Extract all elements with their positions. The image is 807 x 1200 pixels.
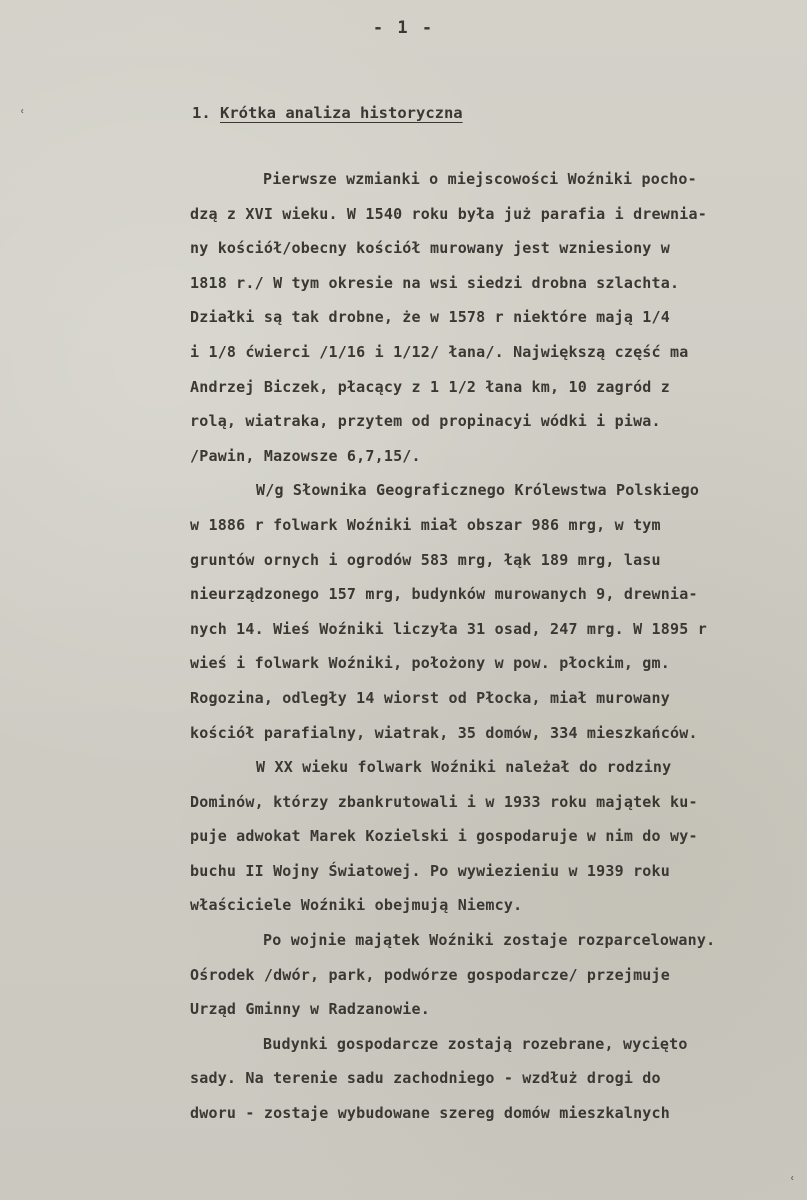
text-line: Rogozina, odległy 14 wiorst od Płocka, miał murowany (190, 688, 670, 707)
text-line: Dominów, którzy zbankrutowali i w 1933 roku majątek ku- (190, 792, 698, 811)
text-line: właściciele Woźniki obejmują Niemcy. (190, 896, 523, 915)
text-line: Andrzej Biczek, płacący z 1 1/2 łana km, 10 zagród z (190, 377, 670, 396)
text-line: Budynki gospodarcze zostają rozebrane, wycięto (263, 1034, 688, 1053)
page-number: - 1 - (372, 18, 435, 38)
text-line: nieurządzonego 157 mrg, budynków murowanych 9, drewnia- (190, 585, 698, 604)
text-line: kościół parafialny, wiatrak, 35 domów, 334 mieszkańców. (190, 723, 698, 742)
text-line: dworu - zostaje wybudowane szereg domów mieszkalnych (190, 1104, 670, 1123)
section-title: Krótka analiza historyczna (220, 104, 463, 122)
text-line: gruntów ornych i ogrodów 583 mrg, łąk 189 mrg, lasu (190, 550, 661, 569)
text-line: w 1886 r folwark Woźniki miał obszar 986 mrg, w tym (190, 515, 661, 534)
text-line: Po wojnie majątek Woźniki zostaje rozparcelowany. (263, 931, 716, 950)
text-line: buchu II Wojny Światowej. Po wywiezieniu w 1939 roku (190, 861, 670, 880)
text-line: wieś i folwark Woźniki, położony w pow. płockim, gm. (190, 654, 670, 673)
text-line: Urząd Gminny w Radzanowie. (190, 1000, 430, 1019)
text-line: Pierwsze wzmianki o miejscowości Woźniki pocho- (263, 170, 697, 188)
margin-mark: ʿ (788, 1175, 797, 1191)
text-line: 1818 r./ W tym okresie na wsi siedzi drobna szlachta. (190, 273, 680, 292)
body-text (190, 162, 780, 1131)
section-number: 1. (192, 104, 211, 122)
text-line: W XX wieku folwark Woźniki należał do rodziny (256, 758, 672, 777)
text-line: Ośrodek /dwór, park, podwórze gospodarcze/ przejmuje (190, 965, 670, 984)
margin-mark: ʿ (18, 108, 27, 124)
section-heading (192, 104, 463, 122)
text-line: nych 14. Wieś Woźniki liczyła 31 osad, 247 mrg. W 1895 r (190, 619, 707, 638)
text-line: W/g Słownika Geograficznego Królewstwa Polskiego (256, 481, 700, 500)
text-line: puje adwokat Marek Kozielski i gospodaruje w nim do wy- (190, 827, 698, 846)
text-line: ny kościół/obecny kościół murowany jest wzniesiony w (190, 239, 670, 258)
text-line: dzą z XVI wieku. W 1540 roku była już parafia i drewnia- (190, 204, 707, 223)
text-line: i 1/8 ćwierci /1/16 i 1/12/ łana/. Największą część ma (190, 342, 689, 361)
text-line: Działki są tak drobne, że w 1578 r niektóre mają 1/4 (190, 308, 670, 327)
text-line: rolą, wiatraka, przytem od propinacyi wódki i piwa. (190, 412, 661, 431)
text-line: /Pawin, Mazowsze 6,7,15/. (190, 446, 421, 465)
text-line: sady. Na terenie sadu zachodniego - wzdłuż drogi do (190, 1069, 661, 1088)
